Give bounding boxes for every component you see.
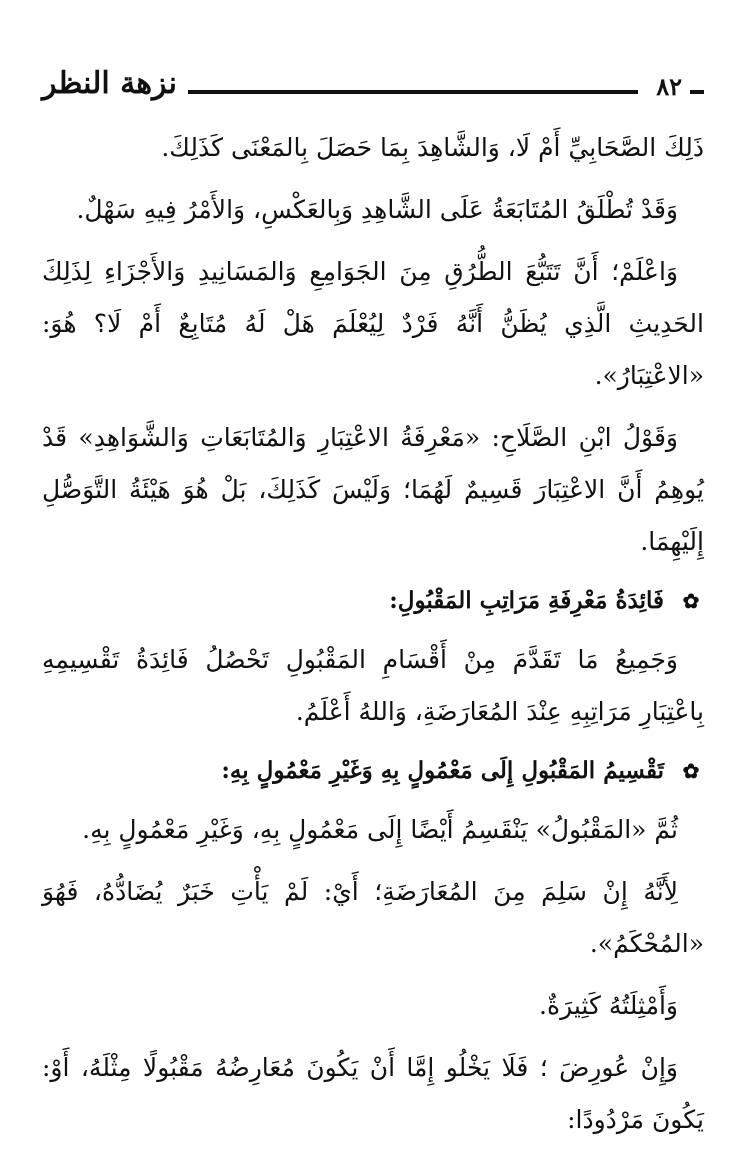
flower-ornament-icon: ✿ [682,589,700,613]
page-number: ٨٢ [656,72,682,101]
book-title: نزهة النظر [42,66,177,101]
paragraph-3: وَاعْلَمْ؛ أَنَّ تَتَبُّعَ الطُّرُقِ مِنَ الجَوَامِعِ وَالمَسَانِيدِ وَالأَجْزَاءِ لِذَلِكَ الحَدِيثِ الَّذِي يُظَنُّ أَنَّهُ فَرْدٌ لِيُعْلَمَ هَلْ لَهُ مُتَابِعٌ أَمْ لَا؟ هُوَ: «الاعْتِبَارُ». [42,257,704,390]
section-heading-1 [42,578,704,624]
paragraph-8: وَأَمْثِلَتُهُ كَثِيرَةٌ. [539,991,678,1020]
paragraph-7: لِأَنَّهُ إِنْ سَلِمَ مِنَ المُعَارَضَةِ؛ أَيْ: لَمْ يَأْتِ خَبَرٌ يُضَادُّهُ، فَهُوَ «المُحْكَمُ». [42,877,704,958]
flower-ornament-icon: ✿ [682,759,700,783]
section-heading-text: تَقْسِيمُ المَقْبُولِ إِلَى مَعْمُولٍ بِهِ وَغَيْرِ مَعْمُولٍ بِهِ: [221,757,664,784]
text-body [42,122,704,1156]
header-dash [690,90,704,94]
paragraph-1: ذَلِكَ الصَّحَابِيِّ أَمْ لَا، وَالشَّاهِدَ بِمَا حَصَلَ بِالمَعْنَى كَذَلِكَ. [161,133,704,162]
paragraph-5: وَجَمِيعُ مَا تَقَدَّمَ مِنْ أَقْسَامِ المَقْبُولِ تَحْصُلُ فَائِدَةُ تَقْسِيمِهِ بِاعْتِبَارِ مَرَاتِبِهِ عِنْدَ المُعَارَضَةِ، وَاللهُ أَعْلَمُ. [42,645,704,726]
page-header [38,62,704,110]
paragraph-9: وَإِنْ عُورِضَ ؛ فَلَا يَخْلُو إِمَّا أَنْ يَكُونَ مُعَارِضُهُ مَقْبُولًا مِثْلَهُ، أَوْ: يَكُونَ مَرْدُودًا: [42,1053,704,1134]
section-heading-text: فَائِدَةُ مَعْرِفَةِ مَرَاتِبِ المَقْبُولِ: [389,587,664,614]
section-heading-2 [42,748,704,794]
header-rule [188,90,638,94]
paragraph-6: ثُمَّ «المَقْبُولُ» يَنْقَسِمُ أَيْضًا إِلَى مَعْمُولٍ بِهِ، وَغَيْرِ مَعْمُولٍ بِهِ. [82,815,678,844]
paragraph-4: وَقَوْلُ ابْنِ الصَّلَاحِ: «مَعْرِفَةُ الاعْتِبَارِ وَالمُتَابَعَاتِ وَالشَّوَاهِدِ» قَدْ يُوهِمُ أَنَّ الاعْتِبَارَ قَسِيمٌ لَهُمَا؛ وَلَيْسَ كَذَلِكَ، بَلْ هُوَ هَيْئَةُ التَّوَصُّلِ إِلَيْهِمَا. [42,423,704,556]
paragraph-2: وَقَدْ تُطْلَقُ المُتَابَعَةُ عَلَى الشَّاهِدِ وَبِالعَكْسِ، وَالأَمْرُ فِيهِ سَهْلٌ. [76,195,678,224]
